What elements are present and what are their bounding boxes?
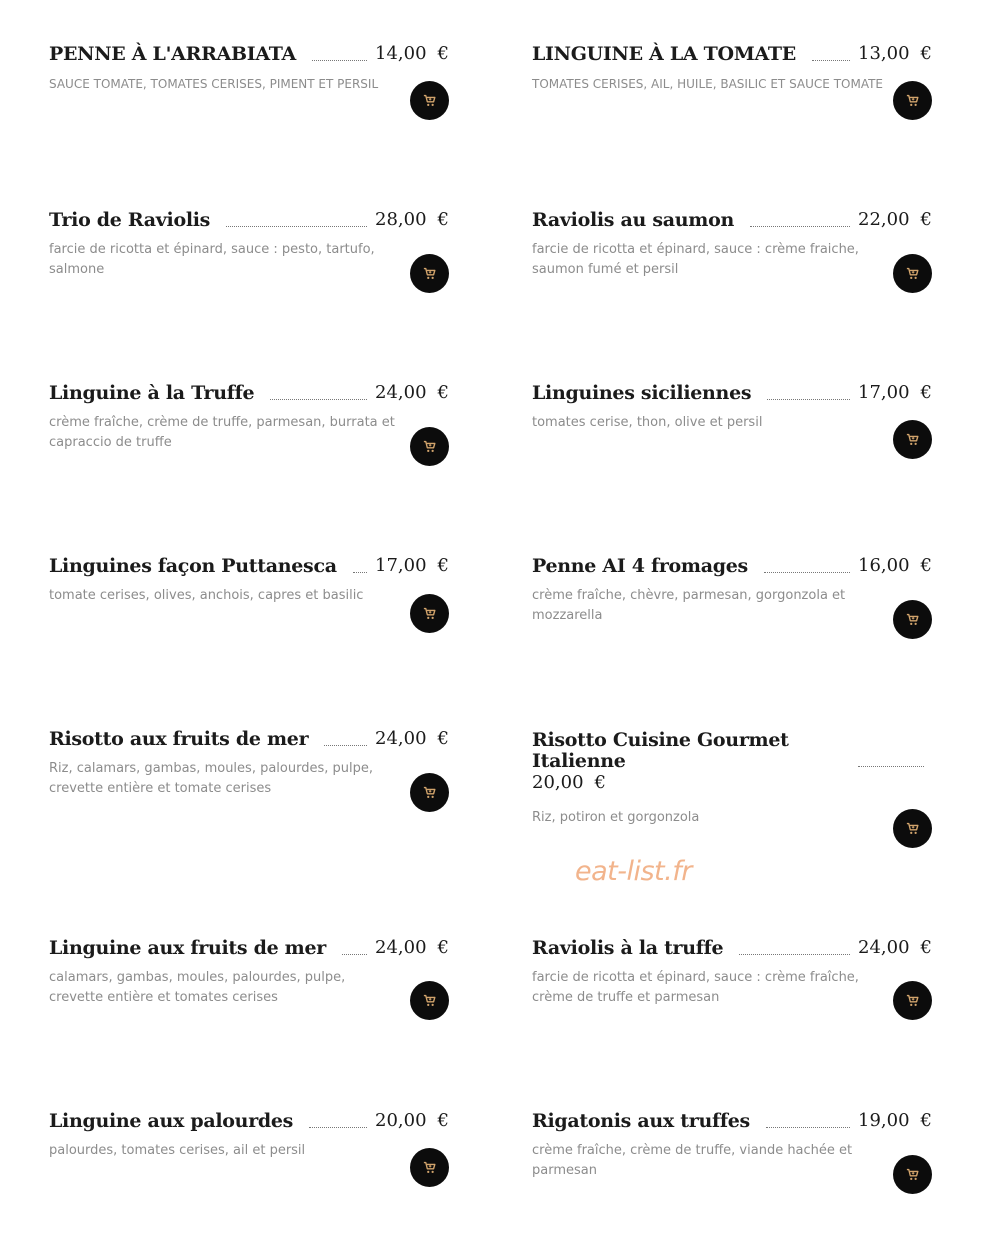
dish-description: Riz, calamars, gambas, moules, palourdes, pulpe, crevette entière et tomate cerises [49, 761, 373, 796]
dotted-leader [226, 226, 367, 227]
dish-name: Linguine à la Truffe [49, 382, 255, 404]
dish-name: Linguine aux palourdes [49, 1110, 294, 1132]
dish-name: Raviolis au saumon [532, 209, 734, 231]
cart-icon [422, 439, 437, 454]
dish-name: PENNE À L'ARRABIATA [49, 43, 296, 65]
dish-name: Penne AI 4 fromages [532, 555, 748, 577]
menu-item [532, 1109, 932, 1181]
dish-price: 24,00 € [375, 937, 449, 958]
add-to-cart-button[interactable] [893, 420, 932, 459]
dotted-leader [766, 1127, 850, 1128]
dish-price: 24,00 € [375, 728, 449, 749]
dish-name: Linguine aux fruits de mer [49, 937, 326, 959]
add-to-cart-button[interactable] [893, 254, 932, 293]
dish-price: 17,00 € [858, 382, 932, 403]
add-to-cart-button[interactable] [410, 773, 449, 812]
dish-description: farcie de ricotta et épinard, sauce : pesto, tartufo, salmone [49, 242, 375, 277]
dish-price: 22,00 € [858, 209, 932, 230]
add-to-cart-button[interactable] [410, 1148, 449, 1187]
dish-name: Linguines façon Puttanesca [49, 555, 337, 577]
dish-name: Rigatonis aux truffes [532, 1110, 750, 1132]
dotted-leader [353, 572, 367, 573]
dish-description: palourdes, tomates cerises, ail et persil [49, 1143, 306, 1158]
add-to-cart-button[interactable] [410, 594, 449, 633]
menu-item [49, 208, 449, 280]
dish-description: calamars, gambas, moules, palourdes, pulpe, crevette entière et tomates cerises [49, 970, 346, 1005]
dish-name: Risotto aux fruits de mer [49, 728, 309, 750]
add-to-cart-button[interactable] [893, 1155, 932, 1194]
dish-description: farcie de ricotta et épinard, sauce : crème fraiche, saumon fumé et persil [532, 242, 859, 277]
dish-name: Trio de Raviolis [49, 209, 211, 231]
add-to-cart-button[interactable] [410, 81, 449, 120]
dish-description: SAUCE TOMATE, TOMATES CERISES, PIMENT ET PERSIL [49, 77, 379, 91]
dotted-leader [764, 572, 850, 573]
cart-icon [905, 93, 920, 108]
dish-description: TOMATES CERISES, AIL, HUILE, BASILIC ET SAUCE TOMATE [532, 77, 884, 91]
add-to-cart-button[interactable] [410, 981, 449, 1020]
cart-icon [905, 432, 920, 447]
menu-item [532, 208, 932, 280]
menu-item [532, 42, 932, 94]
dish-description: crème fraîche, chèvre, parmesan, gorgonzola et mozzarella [532, 588, 846, 623]
dish-price: 13,00 € [858, 43, 932, 64]
add-to-cart-button[interactable] [410, 427, 449, 466]
dish-description: tomate cerises, olives, anchois, capres et basilic [49, 588, 364, 603]
menu-item [49, 727, 449, 799]
dish-price: 19,00 € [858, 1110, 932, 1131]
dish-price: 24,00 € [858, 937, 932, 958]
dish-description: tomates cerise, thon, olive et persil [532, 415, 763, 430]
dish-price: 20,00 € [532, 772, 606, 793]
add-to-cart-button[interactable] [893, 81, 932, 120]
dish-description: crème fraîche, crème de truffe, parmesan, burrata et capraccio de truffe [49, 415, 395, 450]
dish-price: 28,00 € [375, 209, 449, 230]
dotted-leader [812, 60, 850, 61]
dish-name: LINGUINE À LA TOMATE [532, 43, 796, 65]
menu-item [532, 730, 932, 828]
cart-icon [422, 606, 437, 621]
menu-item [532, 554, 932, 626]
add-to-cart-button[interactable] [893, 600, 932, 639]
menu-item [532, 381, 932, 433]
dish-description: crème fraîche, crème de truffe, viande hachée et parmesan [532, 1143, 853, 1178]
dotted-leader [342, 954, 367, 955]
cart-icon [905, 993, 920, 1008]
cart-icon [905, 612, 920, 627]
cart-icon [422, 993, 437, 1008]
cart-icon [422, 266, 437, 281]
menu-item [532, 936, 932, 1008]
menu-item [49, 936, 449, 1008]
watermark-text: eat-list.fr [575, 856, 692, 887]
dotted-leader [324, 745, 367, 746]
menu-item [49, 1109, 449, 1161]
cart-icon [905, 821, 920, 836]
dish-price: 16,00 € [858, 555, 932, 576]
dish-description: farcie de ricotta et épinard, sauce : crème fraîche, crème de truffe et parmesan [532, 970, 859, 1005]
cart-icon [905, 266, 920, 281]
dish-price: 17,00 € [375, 555, 449, 576]
menu-item [49, 42, 449, 94]
cart-icon [422, 93, 437, 108]
dish-name: Raviolis à la truffe [532, 937, 724, 959]
dotted-leader [750, 226, 850, 227]
dish-description: Riz, potiron et gorgonzola [532, 810, 700, 825]
dish-price: 24,00 € [375, 382, 449, 403]
dotted-leader [767, 399, 850, 400]
menu-item [49, 554, 449, 606]
dish-price: 14,00 € [375, 43, 449, 64]
dotted-leader [270, 399, 367, 400]
dotted-leader [739, 954, 850, 955]
add-to-cart-button[interactable] [410, 254, 449, 293]
dish-name: Risotto Cuisine Gourmet Italienne [532, 729, 789, 772]
dotted-leader [309, 1127, 367, 1128]
cart-icon [905, 1167, 920, 1182]
menu-item [49, 381, 449, 453]
add-to-cart-button[interactable] [893, 809, 932, 848]
dotted-leader [858, 766, 924, 767]
dish-name: Linguines siciliennes [532, 382, 752, 404]
add-to-cart-button[interactable] [893, 981, 932, 1020]
cart-icon [422, 785, 437, 800]
cart-icon [422, 1160, 437, 1175]
dish-price: 20,00 € [375, 1110, 449, 1131]
dotted-leader [312, 60, 367, 61]
